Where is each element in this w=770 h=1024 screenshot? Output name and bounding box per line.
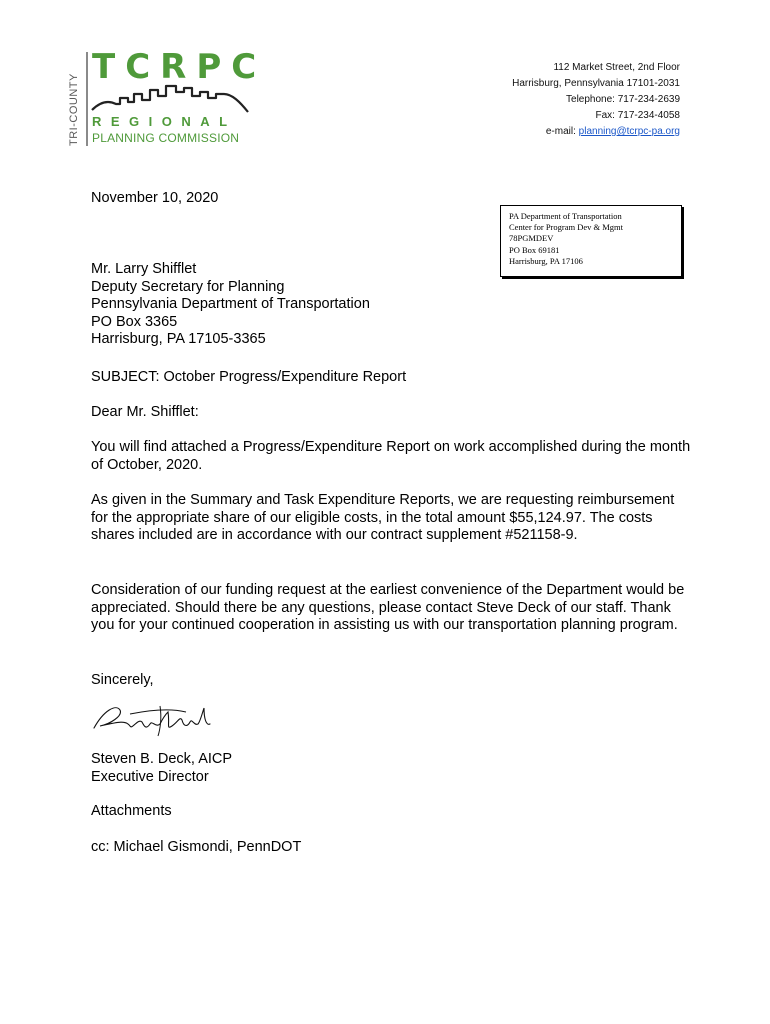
- body-paragraph: Consideration of our funding request at the earliest convenience of the Department would be appreciated. Should there be any questions, please contact Steve Deck of our staff. Thank you for your continued cooperation in assisting us with our transportation planning program.: [91, 582, 685, 633]
- signatory-title: Executive Director: [91, 768, 209, 785]
- address-city: Harrisburg, Pennsylvania 17101-2031: [512, 78, 680, 89]
- recipient-line: Pennsylvania Department of Transportation: [91, 296, 370, 312]
- recipient-line: Deputy Secretary for Planning: [91, 278, 285, 295]
- mailbox-line: 78PGMDEV: [509, 233, 554, 244]
- recipient-line: Mr. Larry Shifflet: [91, 261, 197, 277]
- salutation: Dear Mr. Shifflet:: [91, 404, 199, 420]
- signature-image: [90, 700, 220, 740]
- mailing-address-box: [500, 205, 682, 277]
- body-paragraph: You will find attached a Progress/Expenditure Report on work accomplished during the month of October, 2020.: [91, 439, 691, 473]
- attachments-line: Attachments: [91, 803, 172, 819]
- signatory-name: Steven B. Deck, AICP: [91, 751, 233, 767]
- mailbox-line: Harrisburg, PA 17106: [509, 255, 583, 266]
- closing: Sincerely,: [91, 672, 154, 688]
- address-telephone: Telephone: 717-234-2639: [566, 94, 680, 105]
- letterhead-address: [512, 60, 680, 140]
- signature-block: [91, 751, 232, 786]
- email-link[interactable]: planning@tcrpc-pa.org: [578, 126, 680, 137]
- email-label: e-mail:: [545, 126, 576, 137]
- cc-line: cc: Michael Gismondi, PennDOT: [91, 839, 302, 855]
- letter-date: November 10, 2020: [91, 190, 219, 206]
- logo-regional: REGIONAL: [92, 114, 237, 129]
- mailbox-line: PO Box 69181: [509, 244, 560, 255]
- body-paragraph: As given in the Summary and Task Expenditure Reports, we are requesting reimbursement for the appropriate share of our eligible costs, in the total amount $55,124.97. The costs shares included are in accordance with our contract supplement #521158-9.: [91, 492, 675, 543]
- address-street: 112 Market Street, 2nd Floor: [553, 62, 680, 73]
- logo-divider: [86, 52, 88, 146]
- logo-planning-commission: PLANNING COMMISSION: [92, 131, 240, 145]
- subject-line: SUBJECT: October Progress/Expenditure Report: [91, 369, 407, 385]
- skyline-icon: [90, 82, 252, 114]
- recipient-line: PO Box 3365: [91, 313, 178, 330]
- logo-abbr: TCRPC: [92, 47, 267, 87]
- mailbox-line: Center for Program Dev & Mgmt: [509, 222, 624, 233]
- recipient-address: [91, 261, 370, 349]
- mailbox-line: PA Department of Transportation: [509, 211, 622, 221]
- recipient-line: Harrisburg, PA 17105-3365: [91, 331, 266, 347]
- address-fax: Fax: 717-234-4058: [595, 110, 680, 121]
- logo-vertical-text: TRI-COUNTY: [68, 73, 80, 146]
- address-email-row: [512, 124, 680, 140]
